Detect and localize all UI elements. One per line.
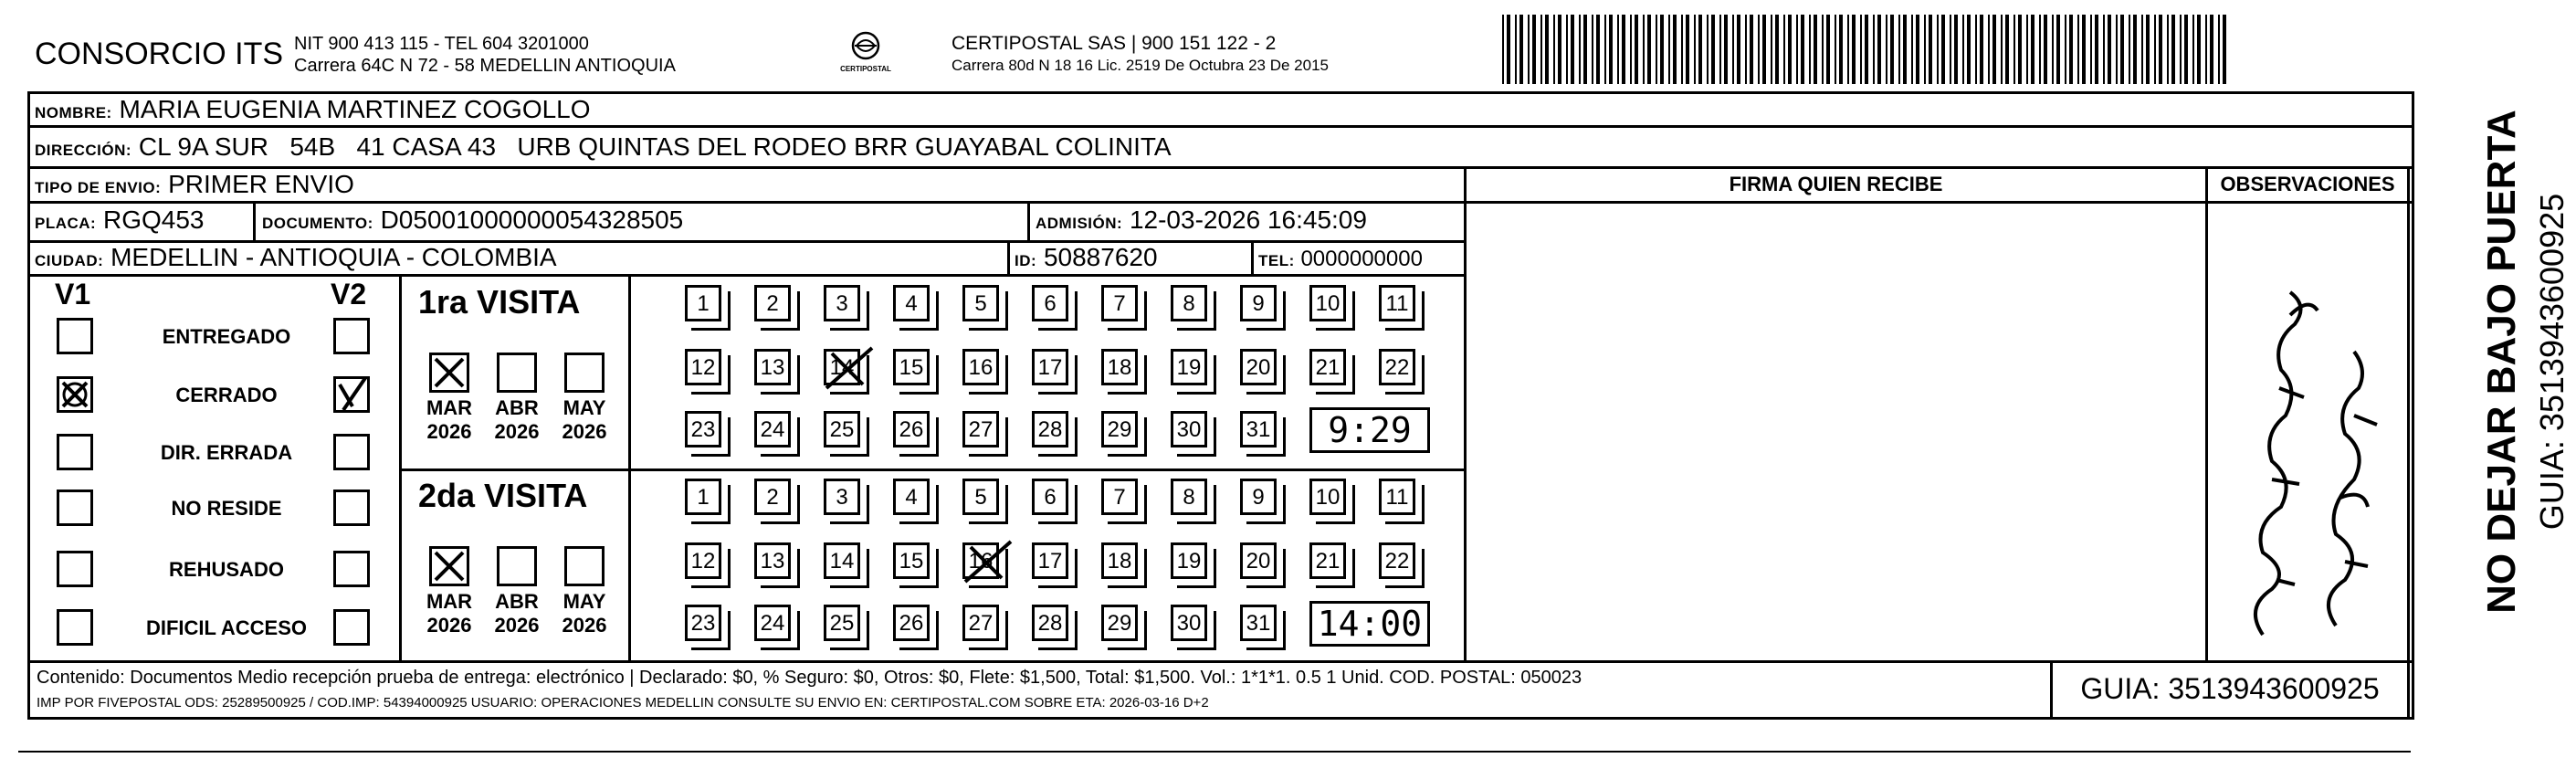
day-box[interactable]: 19 [1171,349,1207,385]
month-year: 2026 [562,614,607,637]
barcode-bar [1592,15,1593,84]
certipostal-emblem-icon [849,31,882,62]
day-box[interactable]: 6 [1032,285,1068,321]
day-box[interactable]: 14 [824,349,860,385]
status-option-label: REHUSADO [169,558,284,581]
barcode-bar [1814,15,1817,84]
barcode-bar [1750,15,1753,84]
side-notice-wrap [2420,88,2571,636]
barcode-bar [1890,15,1894,84]
day-box[interactable]: 29 [1101,605,1138,641]
divider [27,125,2414,128]
v1-checkbox[interactable] [57,376,93,413]
barcode-bar [2005,15,2009,84]
day-mark-icon [962,536,1016,587]
barcode-bar [2180,15,2182,84]
tel-value: 0000000000 [1300,247,1423,271]
barcode-bar [1673,15,1677,84]
month-name: MAY [563,590,606,613]
barcode-bar [1809,15,1811,84]
barcode-bar [1596,15,1600,84]
ciudad-value: MEDELLIN - ANTIOQUIA - COLOMBIA [110,243,557,271]
visit-time[interactable]: 14:00 [1309,601,1430,647]
barcode-bar [1737,15,1740,84]
month-year: 2026 [426,420,472,443]
day-box[interactable]: 5 [962,479,999,515]
barcode-bar [2052,15,2054,84]
day-box[interactable]: 3 [824,285,860,321]
v2-checkbox[interactable] [333,609,370,646]
barcode-bar [1877,15,1881,84]
barcode-bar [1835,15,1836,84]
barcode-bar [1762,15,1766,84]
barcode-bar [1967,15,1971,84]
barcode-bar [2192,15,2194,84]
barcode-bar [1758,15,1760,84]
barcode-bar [2129,15,2130,84]
barcode-bar [2095,15,2098,84]
v2-checkbox[interactable] [333,376,370,413]
status-option-label: DIFICIL ACCESO [145,616,307,639]
day-box[interactable]: 30 [1171,411,1207,447]
barcode-bar [1980,15,1983,84]
barcode-bar [1886,15,1887,84]
day-box[interactable]: 29 [1101,411,1138,447]
divider [27,660,2414,663]
barcode-bar [1937,15,1939,84]
v1-header: V1 [55,278,91,311]
barcode-bar [1796,15,1798,84]
barcode-bar [1694,15,1696,84]
barcode-bar [2210,15,2213,84]
column-divider [1464,166,1467,660]
barcode-bar [1566,15,1568,84]
month-year: 2026 [426,614,472,637]
documento-label: DOCUMENTO: [262,215,373,232]
day-box[interactable]: 15 [893,349,930,385]
barcode-bar [2205,15,2207,84]
check-mark-icon [59,379,90,410]
barcode-bar [1635,15,1638,84]
day-box[interactable]: 27 [962,605,999,641]
barcode-bar [1852,15,1856,84]
barcode-bar [2090,15,2092,84]
day-box[interactable]: 2 [754,479,791,515]
barcode-bar [1941,15,1945,84]
visit-title: 1ra VISITA [418,283,581,321]
barcode-bar [1540,15,1542,84]
day-box[interactable]: 4 [893,479,930,515]
divider [1251,242,1254,276]
status-option-label: CERRADO [175,384,278,406]
day-box[interactable]: 27 [962,411,999,447]
barcode-bar [2167,15,2169,84]
admision-label: ADMISIÓN: [1036,215,1123,232]
month-label [552,396,616,444]
observaciones-header: OBSERVACIONES [2220,173,2395,195]
day-box[interactable]: 3 [824,479,860,515]
barcode-bar [1860,15,1862,84]
barcode-bar [1988,15,1990,84]
barcode-bar [1681,15,1683,84]
barcode-bar [1519,15,1523,84]
barcode-bar [2077,15,2079,84]
barcode-bar [1622,15,1625,84]
barcode-bar [2018,15,2022,84]
check-mark-icon [432,355,467,390]
id-label: ID: [1015,252,1037,269]
barcode-bar [1911,15,1913,84]
documento-value: D05001000000054328505 [380,205,684,234]
month-label [417,396,481,444]
day-box[interactable]: 24 [754,411,791,447]
day-box[interactable]: 11 [1379,479,1415,515]
check-mark-icon [336,379,367,410]
carrier-license: Carrera 80d N 18 16 Lic. 2519 De Octubra 23 De 2015 [952,57,1329,74]
barcode-bar [1643,15,1645,84]
barcode-bar [1962,15,1964,84]
divider [1007,242,1010,276]
month-year: 2026 [494,420,540,443]
v1-checkbox[interactable] [57,434,93,470]
day-box[interactable]: 20 [1240,349,1277,385]
day-box[interactable]: 7 [1101,285,1138,321]
barcode-bar [1609,15,1613,84]
barcode-bar [2031,15,2035,84]
day-box[interactable]: 22 [1379,542,1415,579]
direccion-value: CL 9A SUR 54B 41 CASA 43 URB QUINTAS DEL RODEO BRR GUAYABAL COLINITA [138,132,1172,161]
day-box[interactable]: 20 [1240,542,1277,579]
v1-checkbox[interactable] [57,490,93,526]
barcode-bar [1954,15,1958,84]
logo-caption: CERTIPOSTAL [840,65,891,73]
day-box[interactable]: 1 [685,479,721,515]
barcode-bar [1929,15,1932,84]
barcode-bar [1847,15,1849,84]
nombre-row [35,95,591,124]
v1-checkbox[interactable] [57,551,93,587]
month-label [552,590,616,637]
barcode-bar [1783,15,1785,84]
barcode-bar [1992,15,1996,84]
barcode-bar [2026,15,2028,84]
visit-time[interactable]: 9:29 [1309,407,1430,453]
barcode-bar [1583,15,1587,84]
barcode-bar [2218,15,2220,84]
day-mark-icon [823,342,878,394]
barcode-bar [1950,15,1951,84]
day-box[interactable]: 10 [1309,285,1346,321]
month-checkbox[interactable] [429,546,469,586]
barcode-bar [1732,15,1734,84]
barcode-bar [1916,15,1919,84]
barcode-bar [1686,15,1689,84]
barcode-bar [1647,15,1651,84]
day-box[interactable]: 23 [685,605,721,641]
day-box[interactable]: 31 [1240,605,1277,641]
month-name: MAY [563,396,606,419]
day-box[interactable]: 15 [893,542,930,579]
barcode-bar [1788,15,1792,84]
month-checkbox[interactable] [497,546,537,586]
bottom-rule [18,751,2411,753]
barcode-bar [2184,15,2188,84]
tipo-value: PRIMER ENVIO [168,170,354,198]
day-box[interactable]: 4 [893,285,930,321]
day-box[interactable]: 7 [1101,479,1138,515]
barcode-bar [2056,15,2060,84]
documento-row [262,205,683,235]
barcode-bar [1745,15,1747,84]
day-box[interactable]: 19 [1171,542,1207,579]
no-dejar-bajo-puerta: NO DEJAR BAJO PUERTA [2479,110,2524,614]
barcode-bar [2154,15,2156,84]
barcode-bar [1775,15,1779,84]
day-box[interactable]: 21 [1309,349,1346,385]
day-box[interactable]: 23 [685,411,721,447]
barcode-bar [2116,15,2118,84]
status-option-label: DIR. ERRADA [160,441,293,464]
status-option-label: ENTREGADO [162,325,291,348]
id-value: 50887620 [1043,243,1158,271]
admision-value: 12-03-2026 16:45:09 [1129,205,1367,234]
barcode-bar [1604,15,1606,84]
nombre-label: NOMBRE: [35,104,112,121]
day-box[interactable]: 25 [824,605,860,641]
barcode-bar [2082,15,2086,84]
divider [628,276,631,660]
barcode-bar [1903,15,1907,84]
barcode-bar [2133,15,2137,84]
v1-checkbox[interactable] [57,609,93,646]
day-box[interactable]: 9 [1240,479,1277,515]
barcode-bar [2171,15,2175,84]
placa-label: PLACA: [35,215,97,232]
day-box[interactable]: 12 [685,542,721,579]
company-nit: NIT 900 413 115 - TEL 604 3201000 [294,34,589,54]
day-box[interactable]: 21 [1309,542,1346,579]
day-box[interactable]: 5 [962,285,999,321]
barcode-bar [1532,15,1536,84]
month-checkbox[interactable] [429,353,469,393]
day-box[interactable]: 18 [1101,349,1138,385]
day-box[interactable]: 16 [962,349,999,385]
barcode-bar [2069,15,2073,84]
month-label [485,396,549,444]
placa-value: RGQ453 [103,205,205,234]
column-divider [2407,166,2410,720]
day-box[interactable]: 17 [1032,349,1068,385]
barcode-bar [1502,15,1504,84]
divider [2205,201,2407,204]
day-box[interactable]: 28 [1032,411,1068,447]
barcode-bar [1707,15,1709,84]
v2-checkbox[interactable] [333,434,370,470]
tel-row [1258,247,1423,272]
barcode-bar [1558,15,1561,84]
barcode-bar [1579,15,1581,84]
day-box[interactable]: 17 [1032,542,1068,579]
barcode-bar [2065,15,2066,84]
visit-title: 2da VISITA [418,477,588,514]
barcode-bar [2039,15,2041,84]
placa-row [35,205,205,235]
column-divider [2205,166,2208,660]
footer-content-line: Contenido: Documentos Medio recepción prueba de entrega: electrónico | Declarado: $0, % Seguro: $0, Otros: $0, Flete: $1,500, Total: $1,500. Vol.: 1*1*1. 0.5 1 Unid. COD. POSTAL: 050023 [37,668,1582,688]
month-name: ABR [495,590,539,613]
company-name: CONSORCIO ITS [35,37,284,71]
barcode-bar [1571,15,1574,84]
month-checkbox[interactable] [497,353,537,393]
day-box[interactable]: 26 [893,411,930,447]
barcode-bar [1660,15,1664,84]
day-box[interactable]: 8 [1171,285,1207,321]
barcode-bar [1630,15,1632,84]
barcode-bar [2044,15,2047,84]
barcode-bar [1975,15,1977,84]
barcode-bar [2120,15,2124,84]
company-address: Carrera 64C N 72 - 58 MEDELLIN ANTIOQUIA [294,56,676,76]
barcode-bar [1898,15,1900,84]
divider [27,201,2414,204]
barcode-bar [1826,15,1830,84]
month-name: ABR [495,396,539,419]
barcode-bar [1698,15,1702,84]
footer-print-line: IMP POR FIVEPOSTAL ODS: 25289500925 / COD.IMP: 54394000925 USUARIO: OPERACIONES MEDELLIN CONSULTE SU ENVIO EN: CERTIPOSTAL.COM SOBRE ETA: 2026-03-16 D+2 [37,695,1209,711]
direccion-row [35,132,1172,162]
barcode-bar [2001,15,2003,84]
day-box[interactable]: 28 [1032,605,1068,641]
barcode-bar [1668,15,1670,84]
direccion-label: DIRECCIÓN: [35,142,132,159]
admision-row [1036,205,1367,235]
footer-guia: GUIA: 3513943600925 [2080,672,2380,705]
day-box[interactable]: 11 [1379,285,1415,321]
day-box[interactable]: 14 [824,542,860,579]
day-box[interactable]: 6 [1032,479,1068,515]
day-box[interactable]: 9 [1240,285,1277,321]
divider [253,203,256,240]
barcode-bar [1617,15,1619,84]
day-box[interactable]: 13 [754,542,791,579]
barcode [1502,15,2233,84]
barcode-bar [1711,15,1715,84]
ciudad-row [35,243,557,272]
day-box[interactable]: 10 [1309,479,1346,515]
day-box[interactable]: 31 [1240,411,1277,447]
barcode-bar [1771,15,1772,84]
barcode-bar [1507,15,1510,84]
firma-header: FIRMA QUIEN RECIBE [1729,173,1943,195]
tipo-row [35,170,354,199]
day-box[interactable]: 2 [754,285,791,321]
month-name: MAR [426,396,473,419]
carrier-name: CERTIPOSTAL SAS | 900 151 122 - 2 [952,33,1277,54]
tel-label: TEL: [1258,252,1295,269]
month-checkbox[interactable] [564,546,605,586]
barcode-bar [2197,15,2201,84]
barcode-bar [1528,15,1530,84]
v2-checkbox[interactable] [333,318,370,354]
divider [27,274,1466,277]
barcode-bar [1865,15,1868,84]
barcode-bar [1822,15,1824,84]
check-mark-icon [432,549,467,584]
barcode-bar [1656,15,1657,84]
v1-checkbox[interactable] [57,318,93,354]
barcode-bar [2103,15,2105,84]
v2-checkbox[interactable] [333,490,370,526]
month-checkbox[interactable] [564,353,605,393]
day-box[interactable]: 1 [685,285,721,321]
side-guia: GUIA: 3513943600925 [2533,193,2571,531]
day-box[interactable]: 16 [962,542,999,579]
v2-checkbox[interactable] [333,551,370,587]
barcode-bar [1719,15,1721,84]
barcode-bar [2141,15,2143,84]
status-option-label: NO RESIDE [171,497,282,520]
day-box[interactable]: 18 [1101,542,1138,579]
month-name: MAR [426,590,473,613]
barcode-bar [2013,15,2015,84]
barcode-bar [2223,15,2226,84]
divider [27,166,2414,169]
company-info [294,33,676,77]
day-box[interactable]: 13 [754,349,791,385]
barcode-bar [1873,15,1875,84]
barcode-bar [2108,15,2111,84]
barcode-bar [1515,15,1517,84]
barcode-bar [1553,15,1555,84]
day-box[interactable]: 8 [1171,479,1207,515]
nombre-value: MARIA EUGENIA MARTINEZ COGOLLO [119,95,591,123]
day-box[interactable]: 26 [893,605,930,641]
id-row [1015,243,1158,272]
month-label [485,590,549,637]
barcode-bar [1545,15,1549,84]
tipo-label: TIPO DE ENVIO: [35,179,162,196]
day-box[interactable]: 22 [1379,349,1415,385]
barcode-bar [1801,15,1804,84]
day-box[interactable]: 30 [1171,605,1207,641]
month-label [417,590,481,637]
barcode-bar [2146,15,2150,84]
barcode-bar [1724,15,1728,84]
day-box[interactable]: 25 [824,411,860,447]
day-box[interactable]: 24 [754,605,791,641]
certipostal-logo [838,31,893,73]
v2-header: V2 [331,278,367,311]
divider [399,468,1464,471]
divider [1027,203,1030,240]
day-box[interactable]: 12 [685,349,721,385]
barcode-bar [1839,15,1843,84]
month-year: 2026 [562,420,607,443]
month-year: 2026 [494,614,540,637]
barcode-bar [2159,15,2162,84]
carrier-info [952,33,1329,77]
barcode-bar [1924,15,1926,84]
ciudad-label: CIUDAD: [35,252,104,269]
